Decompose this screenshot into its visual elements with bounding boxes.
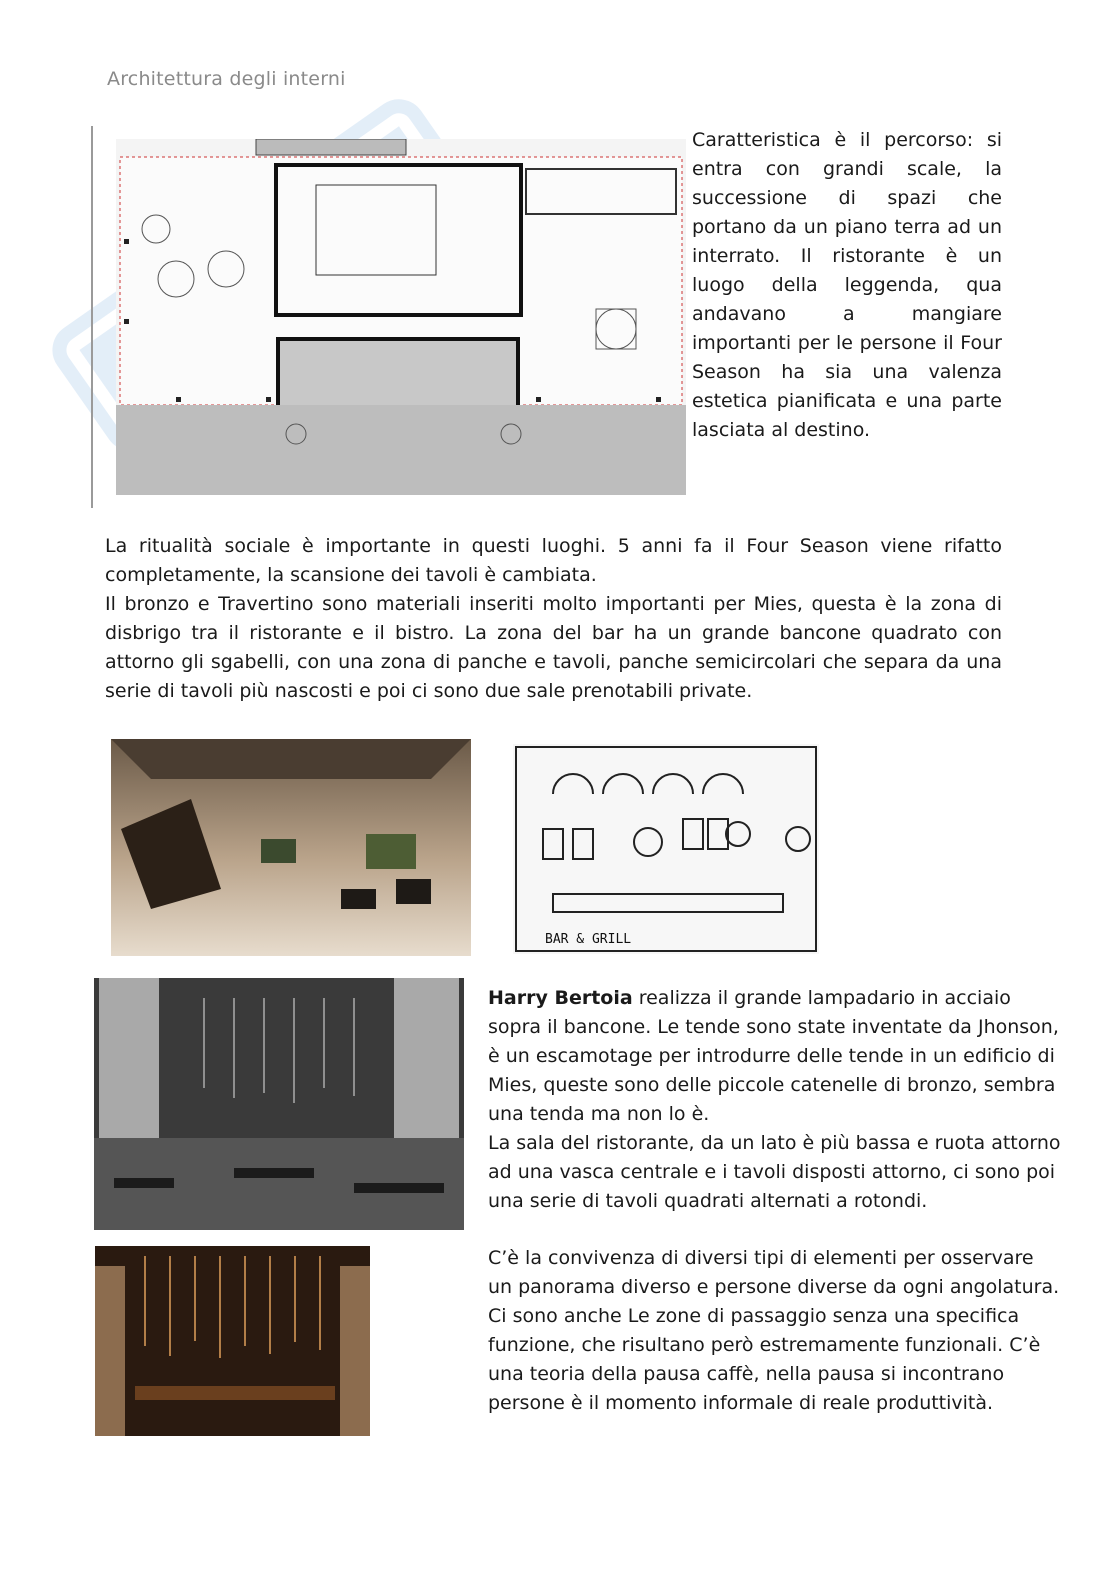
seating-sketch <box>513 744 819 954</box>
closing-section <box>488 1244 1063 1418</box>
restaurant-photo <box>94 978 464 1230</box>
bertoia-text: realizza il grande lampadario in acciaio sopra il bancone. Le tende sono state inventate da Jhonson, è un escamotage per introdurre delle tende in un edificio di Mies, queste sono delle piccole catenelle di bronzo, sembra una tenda ma non lo è. <box>488 987 1059 1125</box>
middle-section <box>105 532 1002 706</box>
bertoia-name: Harry Bertoia <box>488 987 633 1009</box>
floor-plan-image <box>116 139 686 495</box>
closing-paragraph: C’è la convivenza di diversi tipi di elementi per osservare un panorama diverso e persone diverse da ogni angolatura. Ci sono anche Le zone di passaggio senza una specifica funzione, che risultano però estremamente funzionali. C’è una teoria della pausa caffè, nella pausa si incontrano persone è il momento informale di reale produttività. <box>488 1247 1060 1414</box>
lobby-photo <box>111 739 471 956</box>
materials-paragraph: Il bronzo e Travertino sono materiali inseriti molto importanti per Mies, questa è la zona di disbrigo tra il ristorante e il bistro. La zona del bar ha un grande bancone quadrato con attorno gli sgabelli, con una zona di panche e tavoli, panche semicircolari che separa da una serie di tavoli più nascosti e poi ci sono due sale prenotabili private. <box>105 593 1002 702</box>
sketch-label: BAR & GRILL <box>545 932 632 947</box>
dining-room-paragraph: La sala del ristorante, da un lato è più bassa e ruota attorno ad una vasca centrale e i tavoli disposti attorno, ci sono poi una serie di tavoli quadrati alternati a rotondi. <box>488 1132 1061 1212</box>
intro-text: Caratteristica è il percorso: si entra con grandi scale, la successione di spazi che portano da un piano terra ad un interrato. Il ristorante è un luogo della leggenda, qua andavano a mangiare importanti per le persone il Four Season ha sia una valenza estetica pianificata e una parte lasciata al destino. <box>692 129 1002 441</box>
margin-rule <box>91 126 93 508</box>
ritual-paragraph: La ritualità sociale è importante in questi luoghi. 5 anni fa il Four Season viene rifatto completamente, la scansione dei tavoli è cambiata. <box>105 535 1002 586</box>
page-header: Architettura degli interni <box>107 68 346 90</box>
intro-paragraph <box>692 126 1002 445</box>
bertoia-section <box>488 984 1063 1216</box>
bar-photo <box>95 1246 370 1436</box>
bertoia-paragraph <box>488 984 1063 1129</box>
